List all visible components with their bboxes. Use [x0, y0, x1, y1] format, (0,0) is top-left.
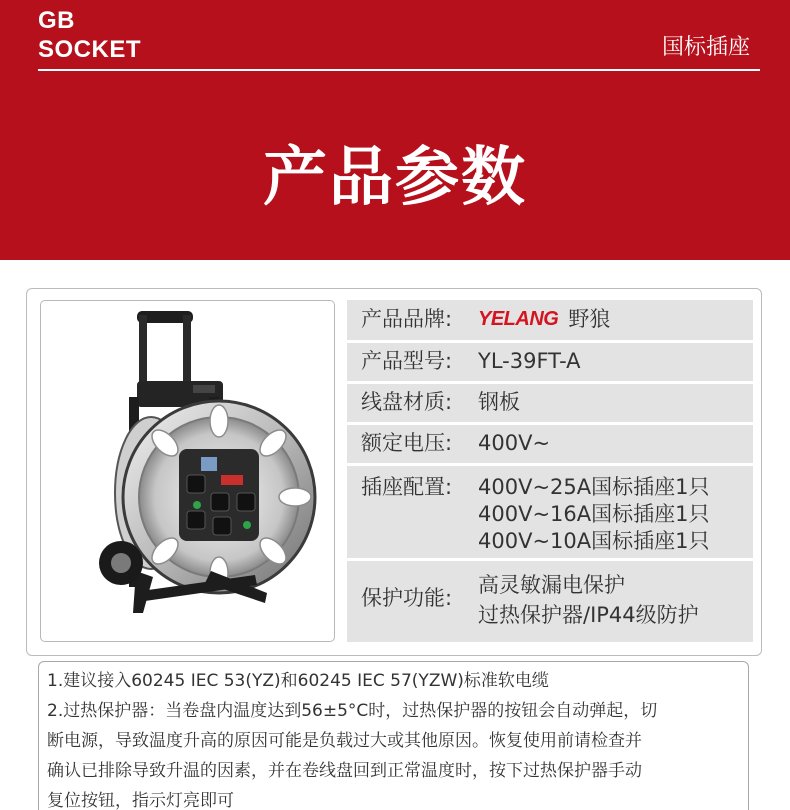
- spec-value: [478, 474, 710, 555]
- spec-value: YL-39FT-A: [478, 349, 581, 373]
- brand-line-2: SOCKET: [38, 36, 142, 63]
- socket-config-line: 400V~25A国标插座1只: [478, 475, 710, 499]
- category-tag: 国标插座: [661, 35, 750, 60]
- header-banner: [0, 0, 790, 260]
- note-line: 复位按钮，指示灯亮即可: [47, 791, 234, 810]
- brand-line-1: GB: [38, 7, 75, 34]
- spec-row-protection: [347, 561, 753, 642]
- usage-notes: [38, 661, 749, 810]
- page-title: 产品参数: [263, 141, 527, 215]
- spec-value: 400V~: [478, 431, 551, 455]
- spec-row-sockets: [347, 466, 753, 558]
- spec-row-brand: [347, 300, 753, 340]
- spec-label: 额定电压:: [361, 431, 453, 455]
- spec-row-voltage: [347, 425, 753, 463]
- spec-value: [478, 306, 610, 333]
- protection-line: 高灵敏漏电保护: [478, 573, 625, 597]
- brand-logo: YELANG: [478, 308, 559, 330]
- brand-name: 野狼: [568, 307, 611, 331]
- cable-reel-trolley-image: [41, 301, 335, 642]
- product-photo: [40, 300, 335, 642]
- note-line: 断电源，导致温度升高的原因可能是负载过大或其他原因。恢复使用前请检查并: [47, 731, 642, 751]
- socket-config-line: 400V~16A国标插座1只: [478, 502, 710, 526]
- spec-row-model: [347, 343, 753, 381]
- spec-label: 保护功能:: [361, 586, 453, 610]
- spec-label: 产品型号:: [361, 349, 453, 373]
- note-line: 1.建议接入60245 IEC 53(YZ)和60245 IEC 57(YZW)标准软电缆: [47, 671, 549, 691]
- socket-config-line: 400V~10A国标插座1只: [478, 529, 710, 553]
- gb-socket-brand: [38, 6, 141, 64]
- header-divider: [38, 69, 760, 71]
- note-line: 2.过热保护器：当卷盘内温度达到56±5°C时，过热保护器的按钮会自动弹起，切: [47, 701, 658, 721]
- spec-label: 线盘材质:: [361, 390, 453, 414]
- spec-value: 钢板: [478, 390, 520, 414]
- spec-label: 插座配置:: [361, 475, 453, 499]
- spec-label: 产品品牌:: [361, 307, 453, 331]
- spec-row-material: [347, 384, 753, 422]
- protection-line: 过热保护器/IP44级防护: [478, 603, 699, 627]
- spec-value: [478, 570, 699, 630]
- note-line: 确认已排除导致升温的因素，并在卷线盘回到正常温度时，按下过热保护器手动: [47, 761, 642, 781]
